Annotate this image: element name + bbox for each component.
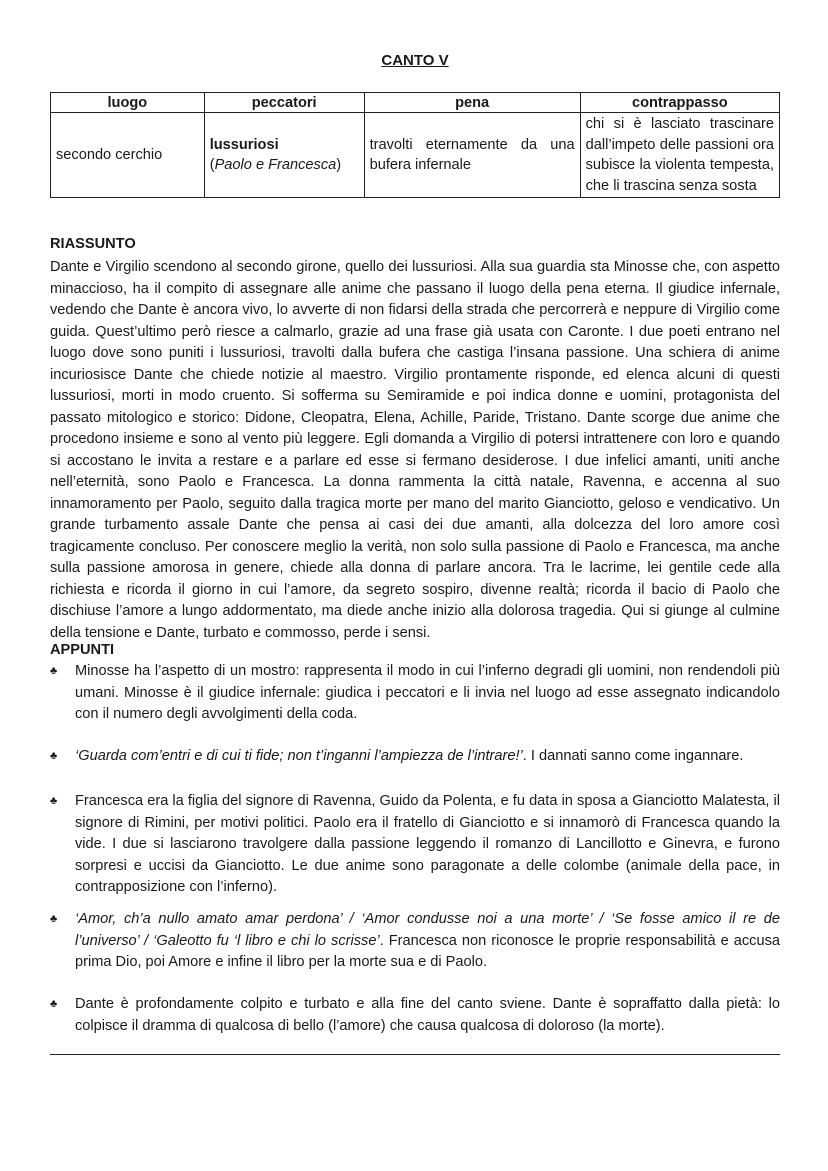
note-text: ‘Guarda com’entri e di cui ti fide; non t’inganni l’ampiezza de l’intrare!’. I dannati sanno come ingannare.	[75, 748, 744, 764]
note-text: Francesca era la figlia del signore di Ravenna, Guido da Polenta, e fu data in sposa a Gianciotto Malatesta, il signore di Rimini, per motivi politici. Paolo era il fratello di Gianciotto e si innamorò di Francesca quando la vide. I due si lasciarono travolgere dalla passione leggendo il romanzo di Lancillotto e Ginevra, e furono sorpresi e uccisi da Gianciotto. Le due anime sono paragonate a delle colombe (animale della pace, in contrapposizione con l’inferno).	[75, 793, 780, 895]
list-item	[50, 746, 780, 768]
cell-luogo: secondo cerchio	[51, 113, 205, 198]
list-item	[50, 661, 780, 726]
club-bullet-icon: ♣	[50, 665, 58, 677]
note-text: ‘Amor, ch’a nullo amato amar perdona’ / ‘Amor condusse noi a una morte’ / ‘Se fosse amico il re de l’universo’ / ‘Galeotto fu ‘l libro e chi lo scrisse’. Francesca non riconosce le proprie responsabilità e accusa prima Dio, poi Amore e infine il libro per la morte sua e di Paolo.	[75, 911, 780, 970]
peccatori-main: lussuriosi	[209, 136, 279, 153]
header-pena: pena	[364, 93, 580, 113]
canto-summary-table	[50, 92, 780, 198]
cell-contrappasso: chi si è lasciato trascinare dall’impeto delle passioni ora subisce la violenta tempesta, che li trascina senza sosta	[580, 113, 779, 198]
note-text: Dante è profondamente colpito e turbato e alla fine del canto sviene. Dante è sopraffatto dalla pietà: lo colpisce il dramma di qualcosa di bello (l’amore) che causa qualcosa di doloroso (la morte).	[75, 996, 780, 1034]
peccatori-detail: (Paolo e Francesca)	[209, 157, 342, 173]
cell-peccatori	[204, 113, 364, 198]
list-item	[50, 994, 780, 1037]
club-bullet-icon: ♣	[50, 750, 58, 762]
bottom-divider	[50, 1054, 780, 1055]
riassunto-text: Dante e Virgilio scendono al secondo girone, quello dei lussuriosi. Alla sua guardia sta Minosse che, con aspetto minaccioso, ha il compito di assegnare alle anime che passano il luogo della pena eterna. Il giudice infernale, vedendo che Dante è ancora vivo, lo avverte di non fidarsi della strada che percorrerà e neppure di Virgilio come guida. Quest’ultimo però riesce a calmarlo, grazie ad una frase già usata con Caronte. I due poeti entrano nel luogo dove sono puniti i lussuriosi, travolti dalla bufera che castiga l’insana passione. Una schiera di anime incuriosisce Dante che chiede notizie al maestro. Virgilio prontamente risponde, ed elenca alcuni di questi lussuriosi, morti in modo cruento. Si sofferma su Semiramide e poi indica donne e uomini, protagonista del passato mitologico e storico: Didone, Cleopatra, Elena, Achille, Paride, Tristano. Dante scorge due anime che procedono insieme e sono al vento più leggere. Egli domanda a Virgilio di potersi intrattenere con loro e quando si accostano le invita a restare e a parlare ed esse si fermano desiderose. I due infelici amanti, uniti anche nell’eternità, sono Paolo e Francesca. La donna rammenta la città natale, Ravenna, e accenna al suo innamoramento per Paolo, seguito dalla tragica morte per mano del marito Gianciotto, geloso e vendicativo. Un grande turbamento assale Dante che pensa ai casi dei due amanti, alla dolcezza del loro amore così tragicamente concluso. Per conoscere meglio la verità, non solo sulla passione di Paolo e Francesca, ma anche sulla passione amorosa in genere, chiede alla donna di parlare ancora. Tra le lacrime, lei gentile cede alla richiesta e ricorda il giorno in cui l’amore, da segreto sospiro, divenne realtà; ricorda il bacio di Paolo che dischiuse l’amore a lungo addormentato, ma diede anche inizio alla dolorosa tragedia. Qui si giunge al culmine della tensione e Dante, turbato e commosso, perde i sensi.	[50, 259, 780, 641]
note-quote: ‘Guarda com’entri e di cui ti fide; non t’inganni l’ampiezza de l’intrare!’	[75, 748, 523, 764]
list-item	[50, 791, 780, 899]
list-item	[50, 909, 780, 974]
header-peccatori: peccatori	[204, 93, 364, 113]
table-header-row	[51, 93, 780, 113]
club-bullet-icon: ♣	[50, 913, 58, 925]
appunti-heading: APPUNTI	[50, 642, 115, 658]
page-title: CANTO V	[381, 52, 449, 69]
header-contrappasso: contrappasso	[580, 93, 779, 113]
riassunto-heading: RIASSUNTO	[50, 236, 136, 252]
table-row	[51, 113, 780, 198]
club-bullet-icon: ♣	[50, 998, 58, 1010]
header-luogo: luogo	[51, 93, 205, 113]
note-text: Minosse ha l’aspetto di un mostro: rappresenta il modo in cui l’inferno degradi gli uomini, non rendendoli più umani. Minosse è il giudice infernale: giudica i peccatori e li invia nel luogo ad esse assegnato indicandolo con il numero degli avvolgimenti della coda.	[75, 663, 780, 722]
cell-pena: travolti eternamente da una bufera infernale	[364, 113, 580, 198]
club-bullet-icon: ♣	[50, 795, 58, 807]
note-quote: ‘Amor, ch’a nullo amato amar perdona’ / ‘Amor condusse noi a una morte’ / ‘Se fosse amico il re de l’universo’ / ‘Galeotto fu ‘l libro e chi lo scrisse’	[75, 911, 780, 949]
